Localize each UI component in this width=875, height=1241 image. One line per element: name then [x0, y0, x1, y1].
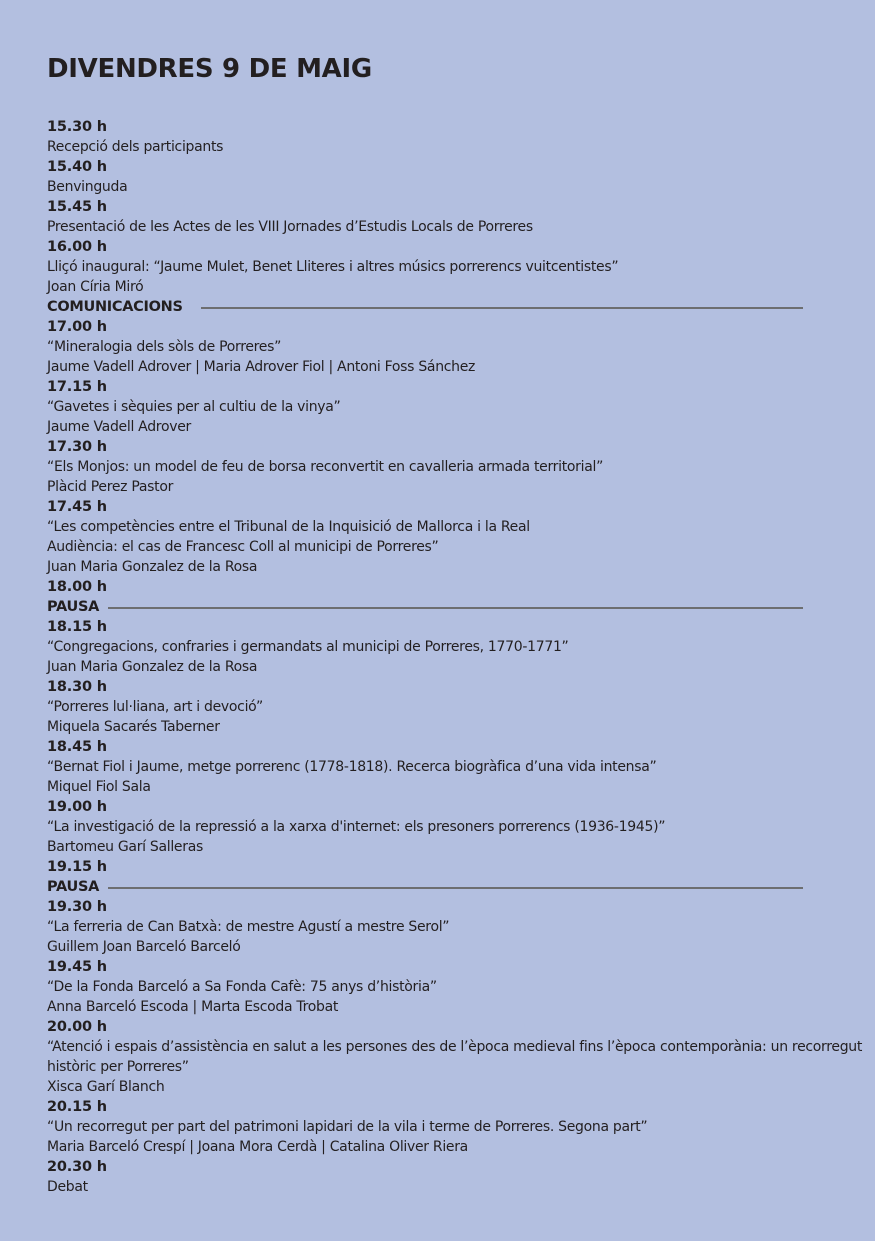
- session-time: 18.30 h: [47, 679, 107, 695]
- session-text: Joan Círia Miró: [47, 279, 144, 295]
- session-text: Benvinguda: [47, 179, 128, 195]
- session-time: 17.45 h: [47, 499, 107, 515]
- session-time: 15.45 h: [47, 199, 107, 215]
- session-time: 17.15 h: [47, 379, 107, 395]
- section-label: COMUNICACIONS: [47, 299, 183, 315]
- session-text: Anna Barceló Escoda | Marta Escoda Trobat: [47, 999, 339, 1015]
- session-text: Jaume Vadell Adrover | Maria Adrover Fiol | Antoni Foss Sánchez: [47, 359, 476, 375]
- session-text: “Porreres lul·liana, art i devoció”: [47, 699, 263, 715]
- pause-label: PAUSA: [47, 879, 100, 895]
- session-text: Jaume Vadell Adrover: [47, 419, 191, 435]
- session-text: Juan Maria Gonzalez de la Rosa: [47, 559, 258, 575]
- session-text: Miquela Sacarés Taberner: [47, 719, 220, 735]
- session-text: Lliçó inaugural: “Jaume Mulet, Benet Lliteres i altres músics porrerencs vuitcentistes”: [47, 259, 619, 275]
- session-time: 19.00 h: [47, 799, 107, 815]
- pause-divider: [47, 597, 803, 617]
- session-time: 19.15 h: [47, 859, 107, 875]
- session-time: 17.30 h: [47, 439, 107, 455]
- session-text: “Congregacions, confraries i germandats al municipi de Porreres, 1770-1771”: [47, 639, 569, 655]
- session-time: 17.00 h: [47, 319, 107, 335]
- page-title: DIVENDRES 9 DE MAIG: [47, 54, 372, 84]
- session-text: “Les competències entre el Tribunal de la Inquisició de Mallorca i la Real: [47, 519, 530, 535]
- session-time: 15.40 h: [47, 159, 107, 175]
- session-text: Maria Barceló Crespí | Joana Mora Cerdà | Catalina Oliver Riera: [47, 1139, 468, 1155]
- section-divider: [47, 297, 803, 317]
- session-text: “Un recorregut per part del patrimoni lapidari de la vila i terme de Porreres. Segona part”: [47, 1119, 648, 1135]
- session-text: Juan Maria Gonzalez de la Rosa: [47, 659, 258, 675]
- session-text: Audiència: el cas de Francesc Coll al municipi de Porreres”: [47, 539, 439, 555]
- schedule-list: [47, 117, 863, 1197]
- session-time: 15.30 h: [47, 119, 107, 135]
- divider-rule: [108, 887, 803, 889]
- session-text: Bartomeu Garí Salleras: [47, 839, 203, 855]
- session-text: “La ferreria de Can Batxà: de mestre Agustí a mestre Serol”: [47, 919, 450, 935]
- session-text: històric per Porreres”: [47, 1059, 189, 1075]
- session-time: 19.30 h: [47, 899, 107, 915]
- session-text: “De la Fonda Barceló a Sa Fonda Cafè: 75 anys d’història”: [47, 979, 437, 995]
- session-text: “Els Monjos: un model de feu de borsa reconvertit en cavalleria armada territorial”: [47, 459, 604, 475]
- session-time: 16.00 h: [47, 239, 107, 255]
- session-text: Miquel Fiol Sala: [47, 779, 151, 795]
- session-text: “Gavetes i sèquies per al cultiu de la vinya”: [47, 399, 341, 415]
- session-time: 18.15 h: [47, 619, 107, 635]
- session-time: 20.00 h: [47, 1019, 107, 1035]
- session-time: 19.45 h: [47, 959, 107, 975]
- session-text: Recepció dels participants: [47, 139, 224, 155]
- divider-rule: [108, 607, 803, 609]
- session-text: Xisca Garí Blanch: [47, 1079, 165, 1095]
- session-text: Debat: [47, 1179, 88, 1195]
- session-time: 20.15 h: [47, 1099, 107, 1115]
- session-text: “Bernat Fiol i Jaume, metge porrerenc (1778-1818). Recerca biogràfica d’una vida intensa”: [47, 759, 657, 775]
- session-time: 20.30 h: [47, 1159, 107, 1175]
- session-text: Guillem Joan Barceló Barceló: [47, 939, 241, 955]
- session-text: “Mineralogia dels sòls de Porreres”: [47, 339, 282, 355]
- pause-label: PAUSA: [47, 599, 100, 615]
- session-time: 18.45 h: [47, 739, 107, 755]
- session-time: 18.00 h: [47, 579, 107, 595]
- divider-rule: [201, 307, 803, 309]
- session-text: “La investigació de la repressió a la xarxa d'internet: els presoners porrerencs (1936-1945)”: [47, 819, 666, 835]
- session-text: Presentació de les Actes de les VIII Jornades d’Estudis Locals de Porreres: [47, 219, 533, 235]
- session-text: Plàcid Perez Pastor: [47, 479, 174, 495]
- session-text: “Atenció i espais d’assistència en salut a les persones des de l’època medieval fins l’època contemporània: un recorregut: [47, 1039, 863, 1055]
- pause-divider: [47, 877, 803, 897]
